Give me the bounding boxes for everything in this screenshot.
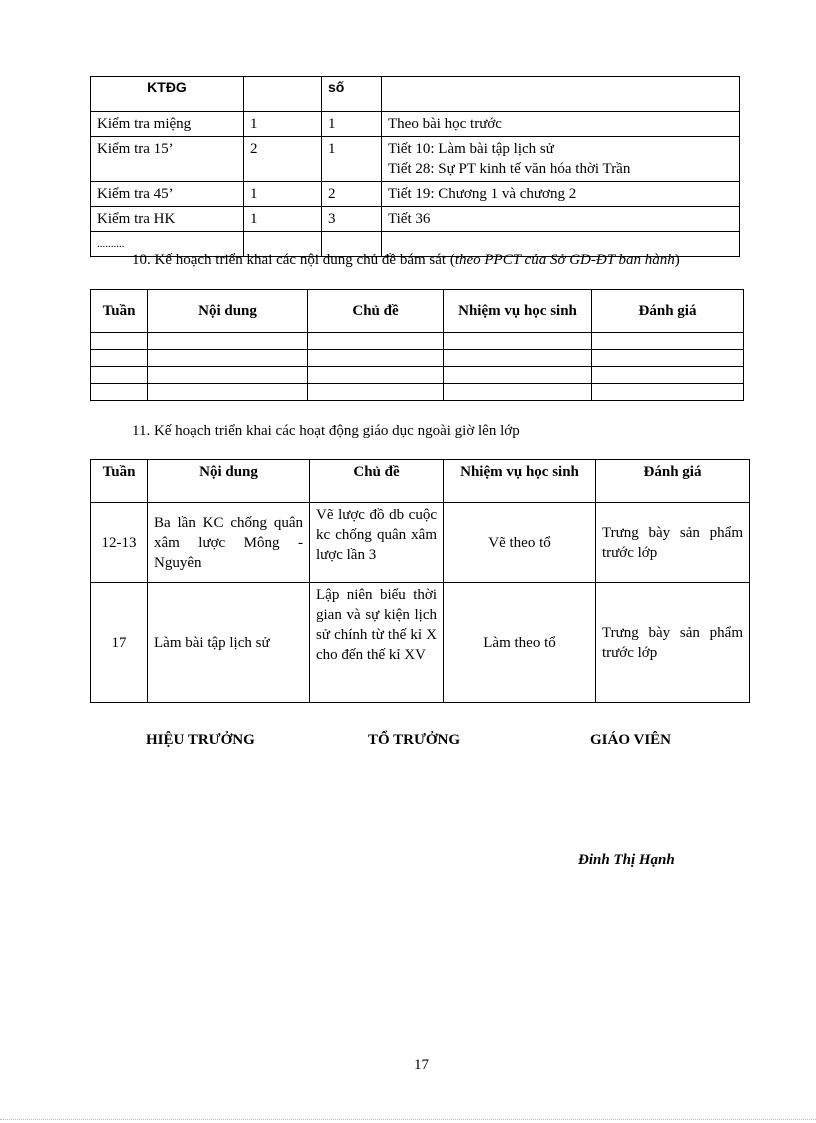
note-line: Tiết 10: Làm bài tập lịch sử [388, 141, 554, 157]
table-cell [592, 384, 744, 401]
column-header [244, 77, 322, 112]
column-header-topic: Chủ đề [308, 290, 444, 333]
assessment-type: Kiểm tra miệng [91, 112, 244, 137]
topic-cell: Lập niên biểu thời gian và sự kiện lịch sử chính từ thế kỉ X cho đến thế kỉ XV [310, 583, 444, 703]
topic-cell: Vẽ lược đồ db cuộc kc chống quân xâm lược lần 3 [310, 503, 444, 583]
week-cell: 17 [91, 583, 148, 703]
section-10-title [132, 251, 754, 270]
extracurricular-plan-table [90, 459, 750, 703]
assessment-type: .......... [91, 232, 244, 257]
column-header: KTĐG [91, 77, 244, 112]
assessment-note [382, 137, 740, 182]
table-header-row [91, 290, 744, 333]
table-header-row [91, 460, 750, 503]
note-line: Tiết 28: Sự PT kinh tế văn hóa thời Trần [388, 161, 631, 177]
table-row [91, 503, 750, 583]
column-header-evaluation: Đánh giá [596, 460, 750, 503]
assessment-count: 2 [244, 137, 322, 182]
table-row [91, 137, 740, 182]
table-row [91, 182, 740, 207]
week-cell: 12-13 [91, 503, 148, 583]
table-row [91, 207, 740, 232]
table-cell [308, 384, 444, 401]
column-header-topic: Chủ đề [310, 460, 444, 503]
table-cell [444, 384, 592, 401]
assessment-type: Kiểm tra HK [91, 207, 244, 232]
assessment-type: Kiểm tra 45’ [91, 182, 244, 207]
table-cell [444, 350, 592, 367]
page-edge-divider [0, 1119, 816, 1120]
column-header-content: Nội dung [148, 460, 310, 503]
table-row [91, 384, 744, 401]
column-header [382, 77, 740, 112]
column-header-content: Nội dung [148, 290, 308, 333]
assessment-count: 1 [244, 207, 322, 232]
column-header: số [322, 77, 382, 112]
assessment-coefficient: 1 [322, 112, 382, 137]
column-header-task: Nhiệm vụ học sinh [444, 290, 592, 333]
table-row [91, 583, 750, 703]
table-header-row [91, 77, 740, 112]
page-number: 17 [414, 1057, 429, 1073]
table-cell [148, 367, 308, 384]
column-header-week: Tuần [91, 460, 148, 503]
topic-plan-table [90, 289, 744, 401]
signature-department-head: TỔ TRƯỞNG [368, 732, 461, 748]
section-11-title: 11. Kế hoạch triển khai các hoạt động giáo dục ngoài giờ lên lớp [132, 423, 520, 439]
assessment-count: 1 [244, 112, 322, 137]
table-cell [444, 367, 592, 384]
evaluation-cell: Trưng bày sản phẩm trước lớp [596, 503, 750, 583]
assessment-type: Kiểm tra 15’ [91, 137, 244, 182]
table-cell [444, 333, 592, 350]
assessment-coefficient: 1 [322, 137, 382, 182]
table-row [91, 333, 744, 350]
table-row [91, 367, 744, 384]
assessment-table [90, 76, 740, 257]
column-header-task: Nhiệm vụ học sinh [444, 460, 596, 503]
section-10-title-text: 10. Kế hoạch triển khai các nội dung chủ đề bám sát ( [132, 252, 455, 268]
table-row [91, 112, 740, 137]
task-cell: Làm theo tổ [444, 583, 596, 703]
table-cell [148, 350, 308, 367]
table-cell [592, 333, 744, 350]
table-cell [148, 333, 308, 350]
signature-principal: HIỆU TRƯỞNG [146, 732, 255, 748]
table-cell [308, 333, 444, 350]
assessment-note: Tiết 36 [382, 207, 740, 232]
table-cell [91, 384, 148, 401]
table-cell [91, 350, 148, 367]
section-10-title-end: ) [674, 252, 680, 268]
evaluation-cell: Trưng bày sản phẩm trước lớp [596, 583, 750, 703]
table-row [91, 350, 744, 367]
table-cell [592, 350, 744, 367]
table-cell [91, 333, 148, 350]
assessment-coefficient: 3 [322, 207, 382, 232]
content-cell: Ba lần KC chống quân xâm lược Mông - Nguyên [148, 503, 310, 583]
content-cell: Làm bài tập lịch sử [148, 583, 310, 703]
assessment-note: Tiết 19: Chương 1 và chương 2 [382, 182, 740, 207]
assessment-coefficient: 2 [322, 182, 382, 207]
assessment-note: Theo bài học trước [382, 112, 740, 137]
task-cell: Vẽ theo tổ [444, 503, 596, 583]
table-cell [592, 367, 744, 384]
signature-teacher: GIÁO VIÊN [590, 732, 671, 748]
assessment-count: 1 [244, 182, 322, 207]
column-header-evaluation: Đánh giá [592, 290, 744, 333]
column-header-week: Tuần [91, 290, 148, 333]
teacher-name: Đinh Thị Hạnh [578, 852, 675, 868]
table-cell [91, 367, 148, 384]
table-cell [308, 367, 444, 384]
section-10-title-italic: theo PPCT của Sở GD-ĐT ban hành [454, 252, 675, 268]
table-cell [308, 350, 444, 367]
table-cell [148, 384, 308, 401]
